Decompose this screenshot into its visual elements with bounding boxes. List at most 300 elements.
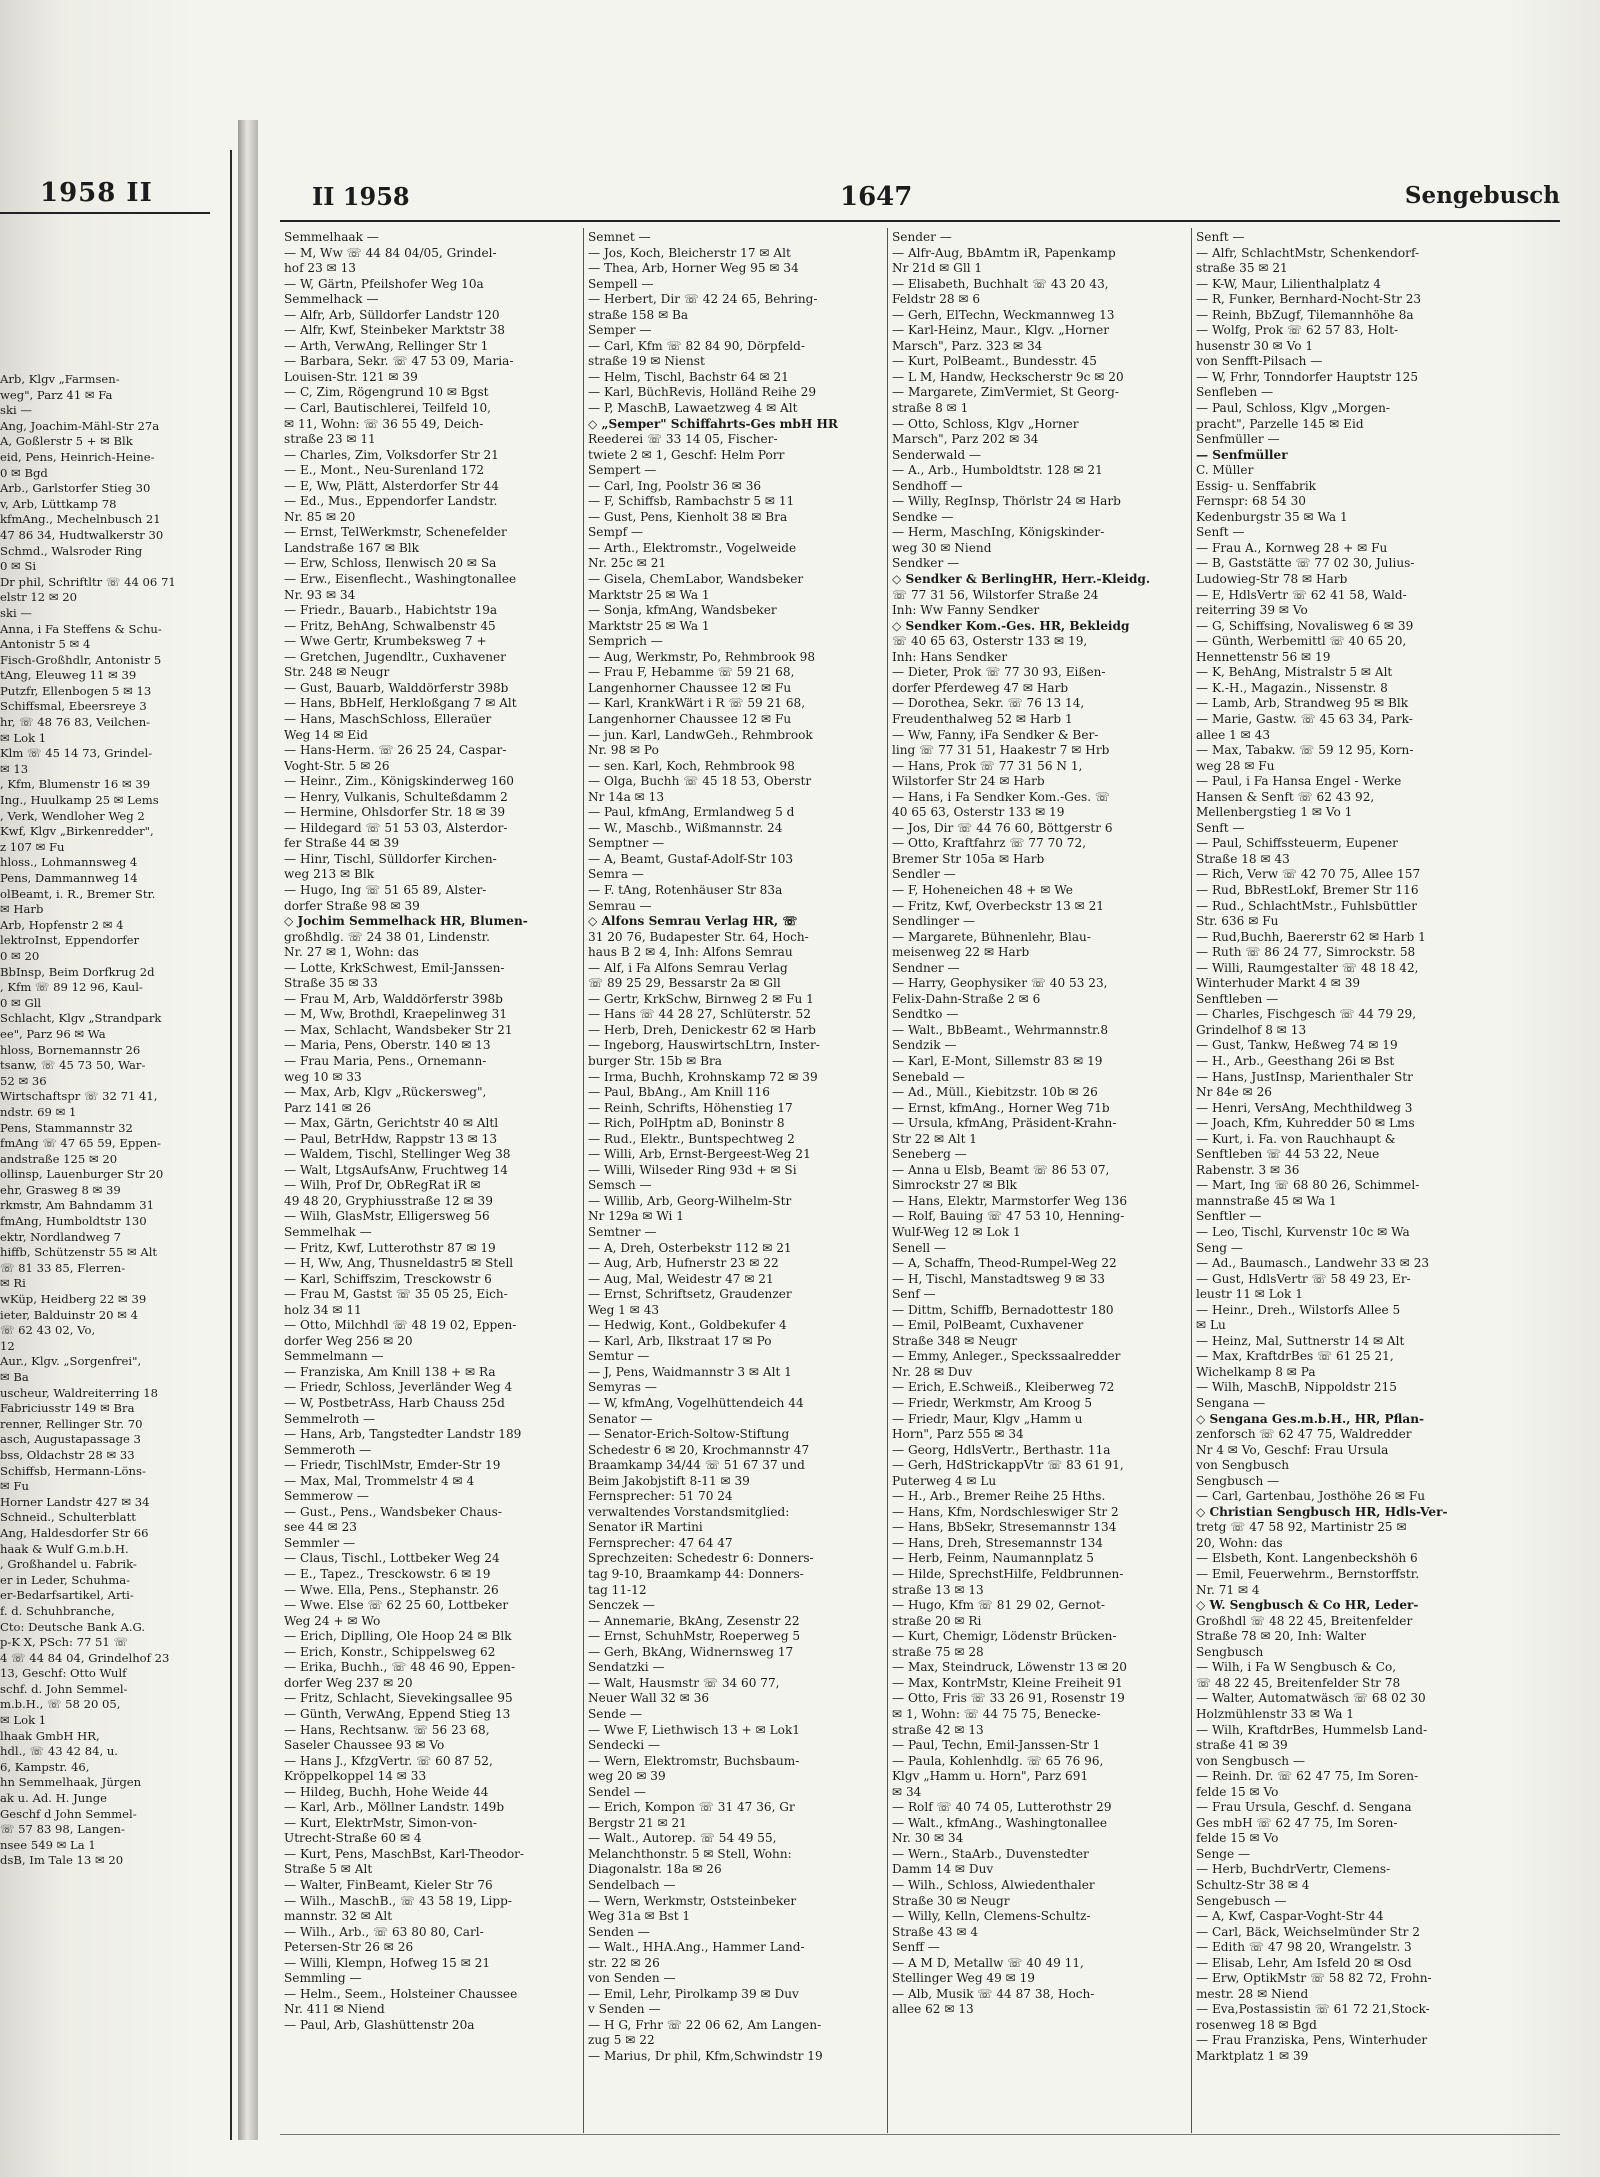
directory-entry-line: Senebald —	[892, 1069, 965, 1084]
directory-entry-line: burger Str. 15b ✉ Bra	[588, 1053, 722, 1068]
directory-entry-line: — Barbara, Sekr. ☏ 47 53 09, Maria-	[284, 354, 514, 369]
left-page-entry-line: er-Bedarfsartikel, Arti-	[0, 1588, 134, 1603]
directory-entry-line: Felix-Dahn-Straße 2 ✉ 6	[892, 991, 1041, 1006]
directory-entry-line: — Annemarie, BkAng, Zesenstr 22	[588, 1613, 800, 1628]
directory-entry-line: — Fritz, Kwf, Overbeckstr 13 ✉ 21	[892, 898, 1104, 913]
directory-entry-line: — Paula, Kohlenhdlg. ☏ 65 76 96,	[892, 1753, 1104, 1768]
directory-entry-line: — W., Maschb., Wißmannstr. 24	[588, 820, 783, 835]
directory-entry-line: — Alfr, Kwf, Steinbeker Marktstr 38	[284, 323, 505, 338]
directory-entry-line: — A, Kwf, Caspar-Voght-Str 44	[1196, 1909, 1384, 1924]
directory-entry-line: Semmelhak —	[284, 1225, 372, 1239]
left-page-entry-line: Anna, i Fa Steffens & Schu-	[0, 621, 162, 636]
directory-entry-line: ☏ 89 25 29, Bessarstr 2a ✉ Gll	[588, 976, 781, 991]
directory-entry-line: — A, Dreh, Osterbekstr 112 ✉ 21	[588, 1240, 792, 1255]
directory-entry-line: Sendlinger —	[892, 914, 976, 929]
directory-entry-line: — Gerh, BkAng, Widnernsweg 17	[588, 1644, 794, 1659]
directory-entry-line: Wichelkamp 8 ✉ Pa	[1196, 1364, 1316, 1379]
directory-entry-line: pracht", Parzelle 145 ✉ Eid	[1196, 416, 1364, 431]
directory-entry-line: — R, Funker, Bernhard-Nocht-Str 23	[1196, 292, 1422, 307]
directory-entry-line: Nr. 30 ✉ 34	[892, 1831, 964, 1846]
left-page-entry-line: ieter, Balduinstr 20 ✉ 4	[0, 1307, 138, 1322]
directory-entry-line: fer Straße 44 ✉ 39	[284, 836, 400, 851]
directory-entry-line: tretg ☏ 47 58 92, Martinistr 25 ✉	[1196, 1520, 1407, 1535]
directory-entry-line: ◇ Sendker & BerlingHR, Herr.-Kleidg.	[892, 572, 1151, 587]
left-page-entry-line: Schlacht, Klgv „Strandpark	[0, 1011, 162, 1026]
directory-entry-line: Grindelhof 8 ✉ 13	[1196, 1022, 1307, 1037]
directory-entry-line: — Ad., Baumasch., Landwehr 33 ✉ 23	[1196, 1256, 1430, 1271]
directory-entry-line: — Erw, Schloss, Ilenwisch 20 ✉ Sa	[284, 556, 497, 571]
directory-entry-line: Semnet —	[588, 230, 651, 244]
left-page-entry-line: Schiffsmal, Ebeersreye 3	[0, 699, 147, 714]
left-page-entry-line: fmAng, Humboldtstr 130	[0, 1214, 147, 1229]
directory-entry-line: — Max, Mal, Trommelstr 4 ✉ 4	[284, 1473, 475, 1488]
directory-entry-line: Sempell —	[588, 276, 654, 291]
left-page-entry-line: ektr, Nordlandweg 7	[0, 1229, 122, 1244]
directory-entry-line: Senff —	[892, 1940, 940, 1955]
directory-entry-line: Bergstr 21 ✉ 21	[588, 1815, 687, 1830]
left-page-entry-line: 0 ✉ Gll	[0, 995, 42, 1010]
directory-entry-line: Nr. 411 ✉ Niend	[284, 2002, 385, 2017]
left-page-entry-line: ✉ Fu	[0, 1479, 29, 1494]
directory-entry-line: — Helm., Seem., Holsteiner Chaussee	[284, 1986, 518, 2001]
directory-entry-line: — Franziska, Am Knill 138 + ✉ Ra	[284, 1364, 496, 1379]
directory-entry-line: — Thea, Arb, Horner Weg 95 ✉ 34	[588, 261, 799, 276]
directory-entry-line: — Marius, Dr phil, Kfm,Schwindstr 19	[588, 2048, 823, 2063]
directory-entry-line: Senf —	[892, 1287, 936, 1302]
directory-entry-line: Marsch", Parz. 323 ✉ 34	[892, 338, 1043, 353]
directory-entry-line: Simrockstr 27 ✉ Blk	[892, 1178, 1017, 1193]
directory-entry-line: von Senfft-Pilsach —	[1196, 354, 1323, 369]
directory-entry-line: ✉ Lu	[1196, 1318, 1226, 1333]
directory-entry-line: Langenhorner Chaussee 12 ✉ Fu	[588, 680, 792, 695]
directory-entry-line: Großhdl ☏ 48 22 45, Breitenfelder	[1196, 1613, 1413, 1628]
left-page-entry-line: ✉ Ri	[0, 1276, 26, 1291]
directory-entry-line: — Wilh., Schloss, Alwiedenthaler	[892, 1877, 1095, 1892]
directory-entry-line: ✉ 1, Wohn: ☏ 44 75 75, Benecke-	[892, 1706, 1101, 1721]
directory-entry-line: mannstr. 32 ✉ Alt	[284, 1909, 393, 1924]
directory-entry-line: Marktstr 25 ✉ Wa 1	[588, 618, 710, 633]
directory-entry-line: Straße 30 ✉ Neugr	[892, 1893, 1010, 1908]
left-page-entry-line: Antonistr 5 ✉ 4	[0, 637, 91, 652]
directory-entry-line: Sempf —	[588, 525, 644, 540]
directory-entry-line: — Kurt, PolBeamt., Bundesstr. 45	[892, 354, 1097, 369]
directory-entry-line: — Kurt, ElektrMstr, Simon-von-	[284, 1815, 478, 1830]
directory-entry-line: — Alf, i Fa Alfons Semrau Verlag	[588, 960, 788, 975]
left-page-entry-line: , Verk, Wendloher Weg 2	[0, 808, 145, 823]
left-page-fragment	[0, 150, 232, 2140]
directory-entry-line: — Walt., HHA.Ang., Hammer Land-	[588, 1940, 805, 1955]
directory-entry-line: 40 65 63, Osterstr 133 ✉ 19	[892, 805, 1065, 820]
directory-entry-line: Weg 14 ✉ Eid	[284, 727, 368, 742]
directory-entry-line: mestr. 28 ✉ Niend	[1196, 1986, 1309, 2001]
directory-entry-line: — Wern, Werkmstr, Oststeinbeker	[588, 1893, 797, 1908]
directory-entry-line: — Karl, Schiffszim, Tresckowstr 6	[284, 1271, 492, 1286]
left-page-entry-line: andstraße 125 ✉ 20	[0, 1151, 118, 1166]
directory-entry-line: str. 22 ✉ 26	[588, 1955, 660, 1970]
directory-entry-line: Straße 43 ✉ 4	[892, 1924, 979, 1939]
directory-entry-line: — J, Pens, Waidmannstr 3 ✉ Alt 1	[588, 1364, 792, 1379]
directory-entry-line: allee 1 ✉ 43	[1196, 727, 1271, 742]
directory-entry-line: Freudenthalweg 52 ✉ Harb 1	[892, 711, 1073, 726]
directory-entry-line: Nr 129a ✉ Wi 1	[588, 1209, 684, 1224]
directory-entry-line: — Hans J., KfzgVertr. ☏ 60 87 52,	[284, 1753, 493, 1768]
directory-entry-line: Straße 5 ✉ Alt	[284, 1862, 373, 1877]
directory-entry-line: Senft —	[1196, 820, 1245, 835]
directory-entry-line: Senczek —	[588, 1598, 655, 1613]
directory-entry-line: — Elisab, Lehr, Am Isfeld 20 ✉ Osd	[1196, 1955, 1412, 1970]
directory-entry-line: Straße 35 ✉ 33	[284, 976, 378, 991]
directory-entry-line: — Otto, Kraftfahrz ☏ 77 70 72,	[892, 836, 1087, 851]
directory-entry-line: — Karl-Heinz, Maur., Klgv. „Horner	[892, 323, 1110, 338]
directory-entry-line: — Alfr, Arb, Sülldorfer Landstr 120	[284, 307, 500, 322]
directory-entry-line: — Wilh, GlasMstr, Elligersweg 56	[284, 1209, 490, 1224]
directory-entry-line: Sendatzki —	[588, 1660, 665, 1675]
directory-entry-line: straße 19 ✉ Nienst	[588, 354, 705, 369]
directory-entry-line: — Georg, HdlsVertr., Berthastr. 11a	[892, 1442, 1111, 1457]
directory-entry-line: Semrau —	[588, 898, 652, 913]
left-page-entry-line: nsee 549 ✉ La 1	[0, 1837, 96, 1852]
directory-entry-line: — Wern, Elektromstr, Buchsbaum-	[588, 1753, 800, 1768]
directory-entry-line: — Frau A., Kornweg 28 + ✉ Fu	[1196, 540, 1388, 555]
directory-entry-line: — K-W, Maur, Lilienthalplatz 4	[1196, 276, 1381, 291]
directory-entry-line: straße 42 ✉ 13	[892, 1722, 984, 1737]
directory-entry-line: Str 22 ✉ Alt 1	[892, 1131, 977, 1146]
directory-entry-line: — Fritz, BehAng, Schwalbenstr 45	[284, 618, 496, 633]
directory-entry-line: — Willi, Raumgestalter ☏ 48 18 42,	[1196, 960, 1419, 975]
directory-entry-line: — Frau M, Arb, Walddörferstr 398b	[284, 991, 503, 1006]
directory-entry-line: — F. tAng, Rotenhäuser Str 83a	[588, 882, 783, 897]
directory-entry-line: Senfleben —	[1196, 385, 1274, 400]
directory-entry-line: — Wern., StaArb., Duvenstedter	[892, 1846, 1089, 1861]
directory-entry-line: — Marie, Gastw. ☏ 45 63 34, Park-	[1196, 711, 1413, 726]
directory-entry-line: Sendner —	[892, 960, 960, 975]
directory-entry-line: — Friedr, Schloss, Jeverländer Weg 4	[284, 1380, 513, 1395]
directory-entry-line: — Walt., kfmAng., Washingtonallee	[892, 1815, 1108, 1830]
directory-entry-line: — Max, Tabakw. ☏ 59 12 95, Korn-	[1196, 743, 1414, 758]
directory-entry-line: — Ernst, TelWerkmstr, Schenefelder	[284, 525, 507, 540]
directory-entry-line: Sengbusch	[1196, 1644, 1264, 1659]
header-rule	[280, 220, 1560, 222]
directory-entry-line: — Karl, KrankWärt i R ☏ 59 21 68,	[588, 696, 806, 711]
left-page-entry-line: Ang, Haldesdorfer Str 66	[0, 1525, 149, 1540]
directory-entry-line: Semtner —	[588, 1225, 657, 1239]
left-page-entry-line: ehr, Grasweg 8 ✉ 39	[0, 1182, 121, 1197]
directory-entry-line: Reederei ☏ 33 14 05, Fischer-	[588, 432, 778, 447]
directory-entry-line: Nr. 85 ✉ 20	[284, 509, 356, 524]
directory-entry-line: — Gust, Tankw, Heßweg 74 ✉ 19	[1196, 1038, 1398, 1053]
directory-entry-line: felde 15 ✉ Vo	[1196, 1831, 1279, 1846]
directory-entry-line: — Otto, Schloss, Klgv „Horner	[892, 416, 1079, 431]
directory-entry-line: — Otto, Fris ☏ 33 26 91, Rosenstr 19	[892, 1691, 1125, 1706]
directory-entry-line: — Max, Gärtn, Gerichtstr 40 ✉ Altl	[284, 1116, 499, 1131]
directory-entry-line: Damm 14 ✉ Duv	[892, 1862, 994, 1877]
directory-entry-line: — Wwe. Ella, Pens., Stephanstr. 26	[284, 1582, 499, 1597]
directory-entry-line: — H, Tischl, Manstadtsweg 9 ✉ 33	[892, 1271, 1105, 1286]
directory-entry-line: — Wwe. Else ☏ 62 25 60, Lottbeker	[284, 1598, 509, 1613]
left-page-entry-line: ak u. Ad. H. Junge	[0, 1791, 107, 1806]
directory-entry-line: Semmelmann —	[284, 1349, 384, 1364]
left-page-entry-line: wKüp, Heidberg 22 ✉ 39	[0, 1292, 147, 1307]
directory-entry-line: — Lotte, KrkSchwest, Emil-Janssen-	[284, 960, 505, 975]
directory-entry-line: Sengebusch —	[1196, 1893, 1287, 1908]
left-page-entry-line: ✉ Lok 1	[0, 730, 47, 745]
directory-entry-line: — Paul, Schloss, Klgv „Morgen-	[1196, 401, 1390, 416]
directory-entry-line: Senge —	[1196, 1846, 1251, 1861]
directory-entry-line: — Alfr-Aug, BbAmtm iR, Papenkamp	[892, 245, 1116, 260]
directory-entry-line: — Otto, Milchhdl ☏ 48 19 02, Eppen-	[284, 1318, 517, 1333]
directory-entry-line: — Senator-Erich-Soltow-Stiftung	[588, 1427, 790, 1442]
directory-entry-line: Semmler —	[284, 1535, 356, 1550]
directory-entry-line: — H G, Frhr ☏ 22 06 62, Am Langen-	[588, 2017, 822, 2032]
left-page-entry-line: p-K X, PSch: 77 51 ☏	[0, 1635, 128, 1650]
directory-entry-line: Seng —	[1196, 1240, 1243, 1255]
directory-entry-line: — Hans, BbSekr, Stresemannstr 134	[892, 1520, 1117, 1535]
directory-entry-line: — Herb, BuchdrVertr, Clemens-	[1196, 1862, 1391, 1877]
directory-entry-line: — Paul, BbAng., Am Knill 116	[588, 1085, 770, 1100]
directory-entry-line: Beim Jakobjstift 8-11 ✉ 39	[588, 1473, 750, 1488]
left-page-entry-line: eid, Pens, Heinrich-Heine-	[0, 449, 155, 464]
directory-entry-line: — Walter, Automatwäsch ☏ 68 02 30	[1196, 1691, 1426, 1706]
directory-entry-line: zenforsch ☏ 62 47 75, Waldredder	[1196, 1427, 1412, 1442]
directory-entry-line: Fernspr: 68 54 30	[1196, 494, 1306, 509]
directory-entry-line: — Henry, Vulkanis, Schulteßdamm 2	[284, 789, 508, 804]
directory-entry-line: — Erich, E.Schweiß., Kleiberweg 72	[892, 1380, 1115, 1395]
directory-entry-line: Sempert —	[588, 463, 657, 478]
directory-entry-line: — Ernst, Schriftsetz, Graudenzer	[588, 1287, 792, 1302]
directory-entry-line: — Rud,Buchh, Baererstr 62 ✉ Harb 1	[1196, 929, 1426, 944]
directory-entry-line: Nr 84e ✉ 26	[1196, 1085, 1272, 1100]
left-page-entry-line: 52 ✉ 36	[0, 1073, 47, 1088]
left-page-entry-line: 0 ✉ Si	[0, 559, 37, 574]
directory-entry-line: — Erika, Buchh., ☏ 48 46 90, Eppen-	[284, 1660, 516, 1675]
directory-entry-line: — Carl, Bäck, Weichselmünder Str 2	[1196, 1924, 1420, 1939]
directory-entry-line: — H., Arb., Bremer Reihe 25 Hths.	[892, 1489, 1106, 1504]
directory-entry-line: Sengana —	[1196, 1396, 1266, 1411]
directory-entry-line: Nr 21d ✉ Gll 1	[892, 261, 983, 276]
directory-entry-line: Sendler —	[892, 867, 956, 882]
directory-entry-line: Fernsprecher: 51 70 24	[588, 1489, 733, 1504]
directory-entry-line: — Charles, Zim, Volksdorfer Str 21	[284, 447, 499, 462]
directory-entry-line: — Wilh., MaschB., ☏ 43 58 19, Lipp-	[284, 1893, 512, 1908]
directory-entry-line: Sendhoff —	[892, 478, 963, 493]
directory-entry-line: — Paul, Schiffssteuerm, Eupener	[1196, 836, 1398, 851]
directory-entry-line: Senftler —	[1196, 1209, 1262, 1224]
directory-entry-line: — F, Hoheneichen 48 + ✉ We	[892, 882, 1073, 897]
left-page-column	[0, 372, 212, 1869]
left-page-entry-line: Schneid., Schulterblatt	[0, 1510, 136, 1525]
left-page-entry-line: 0 ✉ Bgd	[0, 465, 48, 480]
directory-entry-line: — Friedr, TischlMstr, Emder-Str 19	[284, 1458, 501, 1473]
directory-entry-line: — Gerh, HdStrickappVtr ☏ 83 61 91,	[892, 1458, 1124, 1473]
directory-entry-line: ☏ 48 22 45, Breitenfelder Str 78	[1196, 1675, 1401, 1690]
running-head: Sengebusch	[1404, 182, 1560, 209]
directory-entry-line: — Carl, Bautischlerei, Teilfeld 10,	[284, 401, 491, 416]
directory-entry-line: — H., Arb., Geesthang 26i ✉ Bst	[1196, 1053, 1395, 1068]
directory-column-2	[588, 230, 885, 2130]
directory-entry-line: — Ursula, kfmAng, Präsident-Krahn-	[892, 1116, 1117, 1131]
directory-entry-line: — E, Ww, Plätt, Alsterdorfer Str 44	[284, 478, 499, 493]
directory-entry-line: — F, Schiffsb, Rambachstr 5 ✉ 11	[588, 494, 795, 509]
directory-entry-line: — Walt., BbBeamt., Wehrmannstr.8	[892, 1022, 1109, 1037]
directory-entry-line: Senfmüller —	[1196, 432, 1280, 447]
directory-entry-line: straße 41 ✉ 39	[1196, 1738, 1288, 1753]
directory-entry-line: ☏ 40 65 63, Osterstr 133 ✉ 19,	[892, 634, 1088, 649]
directory-entry-line: — Karl, Arb., Möllner Landstr. 149b	[284, 1800, 505, 1815]
left-page-entry-line: Fabriciusstr 149 ✉ Bra	[0, 1401, 135, 1416]
directory-entry-line: — Margarete, ZimVermiet, St Georg-	[892, 385, 1119, 400]
directory-entry-line: Semmerow —	[284, 1489, 369, 1504]
directory-entry-line: dorfer Straße 98 ✉ 39	[284, 898, 420, 913]
left-page-entry-line: lhaak GmbH HR,	[0, 1728, 100, 1743]
left-page-entry-line: Ing., Huulkamp 25 ✉ Lems	[0, 793, 159, 808]
directory-entry-line: — Heinz, Mal, Suttnerstr 14 ✉ Alt	[1196, 1333, 1405, 1348]
directory-entry-line: — Wilh, Prof Dr, ObRegRat iR ✉	[284, 1178, 481, 1193]
directory-entry-line: — Willi, Klempn, Hofweg 15 ✉ 21	[284, 1955, 491, 1970]
directory-entry-line: — Friedr., Bauarb., Habichtstr 19a	[284, 603, 498, 618]
directory-page	[270, 150, 1570, 2150]
directory-entry-line: Straße 18 ✉ 43	[1196, 851, 1290, 866]
directory-entry-line: — Emmy, Anleger., Speckssaalredder	[892, 1349, 1121, 1364]
directory-entry-line: 31 20 76, Budapester Str. 64, Hoch-	[588, 929, 809, 944]
column-divider	[1191, 228, 1192, 2133]
directory-entry-line: Sendecki —	[588, 1738, 661, 1753]
directory-entry-line: Kröppelkoppel 14 ✉ 33	[284, 1769, 427, 1784]
directory-entry-line: — Henri, VersAng, Mechthildweg 3	[1196, 1100, 1413, 1115]
column-divider	[887, 228, 888, 2133]
directory-column-4	[1196, 230, 1494, 2130]
directory-entry-line: — Hans-Herm. ☏ 26 25 24, Caspar-	[284, 743, 507, 758]
directory-entry-line: Melanchthonstr. 5 ✉ Stell, Wohn:	[588, 1846, 792, 1861]
directory-entry-line: — W, kfmAng, Vogelhüttendeich 44	[588, 1396, 804, 1411]
directory-entry-line: — Walt, LtgsAufsAnw, Fruchtweg 14	[284, 1162, 508, 1177]
directory-entry-line: — Wwe F, Liethwisch 13 + ✉ Lok1	[588, 1722, 800, 1737]
directory-entry-line: — Erich, Diplling, Ole Hoop 24 ✉ Blk	[284, 1629, 512, 1644]
directory-entry-line: — Wilh, KraftdrBes, Hummelsb Land-	[1196, 1722, 1428, 1737]
directory-entry-line: Sengbusch —	[1196, 1473, 1280, 1488]
directory-entry-line: Semsch —	[588, 1178, 652, 1193]
directory-entry-line: — M, Ww, Brothdl, Kraepelinweg 31	[284, 1007, 508, 1022]
directory-entry-line: husenstr 30 ✉ Vo 1	[1196, 338, 1314, 353]
directory-entry-line: — Erw., Eisenflecht., Washingtonallee	[284, 572, 517, 587]
directory-entry-line: — Paul, Arb, Glashüttenstr 20a	[284, 2017, 475, 2032]
directory-entry-line: Sendker —	[892, 556, 960, 571]
directory-entry-line: — Gerh, ElTechn, Weckmannweg 13	[892, 307, 1115, 322]
directory-entry-line: — Rich, PolHptm aD, Boninstr 8	[588, 1116, 785, 1131]
left-page-entry-line: ☏ 81 33 85, Flerren-	[0, 1260, 126, 1275]
left-page-entry-line: m.b.H., ☏ 58 20 05,	[0, 1697, 121, 1712]
directory-entry-line: — Herbert, Dir ☏ 42 24 65, Behring-	[588, 292, 818, 307]
directory-entry-line: Wilstorfer Str 24 ✉ Harb	[892, 774, 1045, 789]
directory-entry-line: — Erich, Konstr., Schippelsweg 62	[284, 1644, 496, 1659]
directory-entry-line: Louisen-Str. 121 ✉ 39	[284, 369, 418, 384]
directory-entry-line: — Rud., Elektr., Buntspechtweg 2	[588, 1131, 795, 1146]
directory-entry-line: Mellenbergstieg 1 ✉ Vo 1	[1196, 805, 1353, 820]
directory-entry-line: — Paul, kfmAng, Ermlandweg 5 d	[588, 805, 795, 820]
directory-entry-line: weg 213 ✉ Blk	[284, 867, 375, 882]
directory-entry-line: — Herb, Feinm, Naumannplatz 5	[892, 1551, 1094, 1566]
directory-entry-line: — Max, Arb, Klgv „Rückersweg",	[284, 1085, 487, 1100]
left-page-entry-line: hloss., Lohmannsweg 4	[0, 855, 138, 870]
left-page-entry-line: 0 ✉ 20	[0, 948, 40, 963]
directory-entry-line: — Herb, Dreh, Denickestr 62 ✉ Harb	[588, 1022, 816, 1037]
directory-entry-line: — Hans, Elektr, Marmstorfer Weg 136	[892, 1193, 1128, 1208]
directory-entry-line: — Günth, VerwAng, Eppend Stieg 13	[284, 1706, 511, 1721]
left-page-entry-line: ✉ 13	[0, 761, 29, 776]
directory-entry-line: Puterweg 4 ✉ Lu	[892, 1473, 997, 1488]
directory-entry-line: Inh: Hans Sendker	[892, 649, 1008, 664]
directory-entry-line: Semmelroth —	[284, 1411, 376, 1426]
left-page-entry-line: ollinsp, Lauenburger Str 20	[0, 1167, 164, 1182]
directory-entry-line: — Ingeborg, HauswirtschLtrn, Inster-	[588, 1038, 820, 1053]
directory-entry-line: — Hildeg, Buchh, Hohe Weide 44	[284, 1784, 489, 1799]
directory-entry-line: — Reinh. Dr. ☏ 62 47 75, Im Soren-	[1196, 1769, 1419, 1784]
directory-entry-line: — Walt., Autorep. ☏ 54 49 55,	[588, 1831, 777, 1846]
directory-entry-line: straße 20 ✉ Ri	[892, 1613, 982, 1628]
directory-entry-line: — Ww, Fanny, iFa Sendker & Ber-	[892, 727, 1099, 742]
directory-entry-line: — Hans, JustInsp, Marienthaler Str	[1196, 1069, 1413, 1084]
directory-entry-line: — A M D, Metallw ☏ 40 49 11,	[892, 1955, 1084, 1970]
directory-entry-line: Senator —	[588, 1411, 653, 1426]
directory-entry-line: Klgv „Hamm u. Horn", Parz 691	[892, 1769, 1089, 1784]
directory-entry-line: — E, HdlsVertr ☏ 62 41 58, Wald-	[1196, 587, 1407, 602]
directory-entry-line: twiete 2 ✉ 1, Geschf: Helm Porr	[588, 447, 785, 462]
directory-entry-line: — Gust, HdlsVertr ☏ 58 49 23, Er-	[1196, 1271, 1411, 1286]
directory-entry-line: — Wilh, MaschB, Nippoldstr 215	[1196, 1380, 1397, 1395]
left-page-entry-line: ee", Parz 96 ✉ Wa	[0, 1026, 106, 1041]
directory-entry-line: Marktplatz 1 ✉ 39	[1196, 2048, 1309, 2063]
directory-entry-line: — Friedr, Werkmstr, Am Kroog 5	[892, 1396, 1093, 1411]
directory-entry-line: Ludowieg-Str 78 ✉ Harb	[1196, 572, 1348, 587]
directory-entry-line: — Max, Schlacht, Wandsbeker Str 21	[284, 1022, 513, 1037]
left-page-entry-line: ndstr. 69 ✉ 1	[0, 1104, 77, 1119]
directory-entry-line: — Leo, Tischl, Kurvenstr 10c ✉ Wa	[1196, 1225, 1410, 1239]
directory-entry-line: — Gust, Pens, Kienholt 38 ✉ Bra	[588, 509, 788, 524]
directory-entry-line: Senator iR Martini	[588, 1520, 703, 1535]
directory-entry-line: von Senden —	[588, 1971, 676, 1986]
directory-entry-line: — Willib, Arb, Georg-Wilhelm-Str	[588, 1193, 792, 1208]
column-divider	[583, 228, 584, 2133]
left-page-entry-line: ski —	[0, 605, 32, 620]
left-page-entry-line: ✉ Lok 1	[0, 1713, 47, 1728]
directory-entry-line: Nr 14a ✉ 13	[588, 789, 665, 804]
directory-entry-line: — Rolf ☏ 40 74 05, Lutterothstr 29	[892, 1800, 1112, 1815]
directory-entry-line: — Paul, Techn, Emil-Janssen-Str 1	[892, 1738, 1101, 1753]
directory-entry-line: Utrecht-Straße 60 ✉ 4	[284, 1831, 422, 1846]
directory-entry-line: Weg 1 ✉ 43	[588, 1302, 660, 1317]
left-page-entry-line: hiffb, Schützenstr 55 ✉ Alt	[0, 1245, 158, 1260]
directory-entry-line: — Fritz, Schlacht, Sievekingsallee 95	[284, 1691, 513, 1706]
book-spine	[238, 120, 258, 2140]
directory-entry-line: Sender —	[892, 230, 952, 244]
directory-entry-line: — Frau F, Hebamme ☏ 59 21 68,	[588, 665, 795, 680]
left-page-entry-line: olBeamt, i. R., Bremer Str.	[0, 886, 156, 901]
directory-entry-line: Semprich —	[588, 634, 663, 649]
directory-entry-line: Nr. 71 ✉ 4	[1196, 1582, 1260, 1597]
directory-entry-line: — W, Frhr, Tonndorfer Hauptstr 125	[1196, 369, 1419, 384]
directory-entry-line: — Wilh, i Fa W Sengbusch & Co,	[1196, 1660, 1397, 1675]
directory-entry-line: — Max, Steindruck, Löwenstr 13 ✉ 20	[892, 1660, 1128, 1675]
directory-entry-line: — B, Gaststätte ☏ 77 02 30, Julius-	[1196, 556, 1415, 571]
directory-entry-line: Parz 141 ✉ 26	[284, 1100, 372, 1115]
directory-entry-line: — Frau Ursula, Geschf. d. Sengana	[1196, 1800, 1412, 1815]
directory-entry-line: — A, Beamt, Gustaf-Adolf-Str 103	[588, 851, 794, 866]
directory-entry-line: — Max, KraftdrBes ☏ 61 25 21,	[1196, 1349, 1394, 1364]
directory-entry-line: — Friedr, Maur, Klgv „Hamm u	[892, 1411, 1083, 1426]
left-page-entry-line: 4 ☏ 44 84 04, Grindelhof 23	[0, 1650, 170, 1665]
directory-entry-line: ◇ Sengana Ges.m.b.H., HR, Pflan-	[1196, 1411, 1425, 1426]
directory-entry-line: — Ad., Müll., Kiebitzstr. 10b ✉ 26	[892, 1085, 1098, 1100]
directory-entry-line: — Hans, Arb, Tangstedter Landstr 189	[284, 1427, 522, 1442]
